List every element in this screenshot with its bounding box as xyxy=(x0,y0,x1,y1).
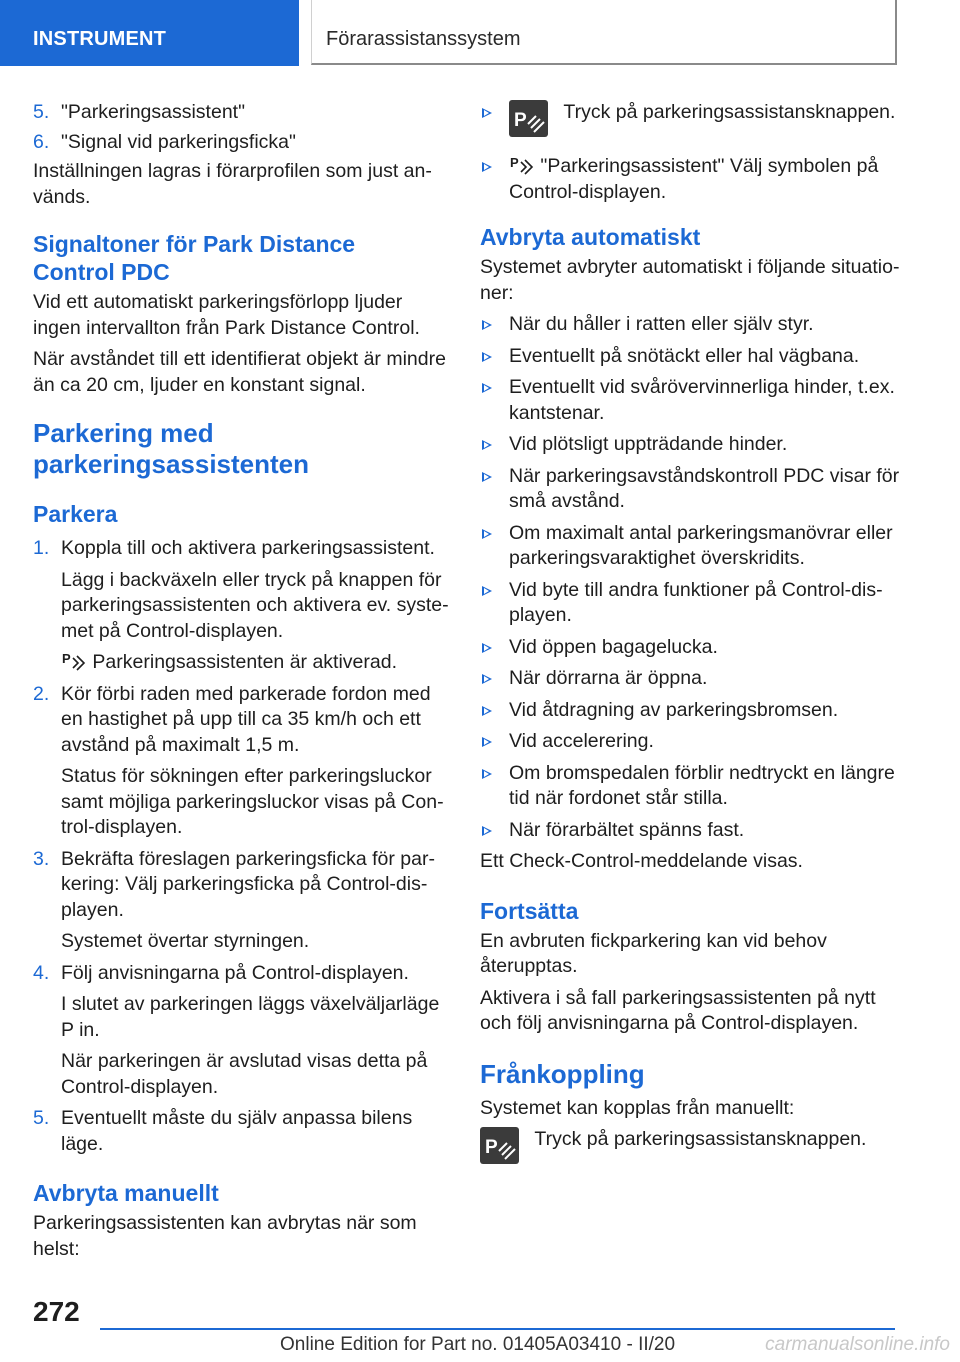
list-item xyxy=(33,130,453,156)
step-detail: Status för sökningen efter parkeringsluckor samt möjliga parkeringsluckor visas på Control-displayen. xyxy=(61,765,444,838)
heading-signal xyxy=(33,230,453,286)
list-item xyxy=(480,818,900,844)
list-text: Vid byte till andra funktioner på Control-displayen. xyxy=(509,578,883,626)
right-column xyxy=(480,100,900,1164)
list-item xyxy=(480,375,900,426)
heading-line: Parkering med xyxy=(33,418,214,448)
step-detail: Systemet övertar styrningen. xyxy=(61,930,310,952)
parking-assist-symbol-icon xyxy=(509,154,535,176)
svg-text:P: P xyxy=(514,110,527,131)
heading-line: Signaltoner för Park Distance xyxy=(33,231,356,257)
list-text: När parkeringsavståndskontroll PDC visar för små avstånd. xyxy=(509,464,900,512)
list-number: 4. xyxy=(33,961,50,984)
section-title: INSTRUMENT xyxy=(33,28,167,50)
step-detail: I slutet av parkeringen läggs växelväljarläge P in. xyxy=(61,993,440,1041)
section-tab xyxy=(0,0,299,66)
list-item xyxy=(480,312,900,338)
chapter-tab xyxy=(311,0,897,65)
heading-parkera: Parkera xyxy=(33,501,118,527)
list-text: Följ anvisningarna på Control-displayen. xyxy=(61,961,409,984)
bullet-triangle-icon xyxy=(482,643,492,653)
list-number: 6. xyxy=(33,130,50,153)
list-text: Bekräfta föreslagen parkeringsficka för parkering: Välj parkeringsficka på Control-displayen. xyxy=(61,847,435,921)
list-number: 5. xyxy=(33,1107,50,1129)
step-detail: När parkeringen är avslutad visas detta på Control-displayen. xyxy=(61,1050,428,1098)
paragraph: Parkeringsassistenten kan avbrytas när som helst: xyxy=(33,1212,417,1260)
list-text: Eventuellt på snötäckt eller hal vägbana. xyxy=(509,344,860,367)
list-text: "Parkeringsassistent" xyxy=(61,101,246,123)
list-text: När du håller i ratten eller själv styr. xyxy=(509,313,814,335)
list-text: Om bromspedalen förblir nedtryckt en längre tid när fordonet står stilla. xyxy=(509,761,895,809)
list-text: Vid öppen bagagelucka. xyxy=(509,635,718,658)
list-item xyxy=(480,698,900,724)
list-item xyxy=(480,154,900,205)
list-text: Eventuellt måste du själv anpassa bilens läge. xyxy=(61,1107,413,1155)
list-text: "Parkeringsassistent" Välj symbolen på Control-displayen. xyxy=(509,155,879,203)
list-text: Tryck på parkeringsassistansknappen. xyxy=(563,101,896,123)
list-item xyxy=(480,729,900,755)
list-item xyxy=(33,1106,453,1157)
list-text: När förarbältet spänns fast. xyxy=(509,818,745,841)
heading-parking xyxy=(33,418,453,480)
bullet-triangle-icon xyxy=(482,108,492,118)
bullet-triangle-icon xyxy=(482,440,492,450)
paragraph: Aktivera i så fall parkeringsassistenten på nytt och följ anvisningarna på Control-displayen. xyxy=(480,986,876,1034)
bullet-triangle-icon xyxy=(482,706,492,716)
list-item xyxy=(480,578,900,629)
list-item xyxy=(480,100,900,140)
paragraph: När avståndet till ett identifierat objekt är mindre än ca 20 cm, ljuder en konstant signal. xyxy=(33,348,446,396)
bullet-triangle-icon xyxy=(482,586,492,596)
parking-assist-symbol-icon xyxy=(61,650,87,672)
list-item xyxy=(33,100,453,126)
list-number: 2. xyxy=(33,682,50,705)
bullet-triangle-icon xyxy=(482,826,492,836)
paragraph: Systemet avbryter automatiskt i följande situationer: xyxy=(480,256,900,304)
parking-assist-button-icon xyxy=(509,100,548,137)
auto-list xyxy=(480,312,900,843)
svg-text:P: P xyxy=(485,1137,498,1158)
list-text: Kör förbi raden med parkerade fordon med en hastighet på upp till ca 35 km/h och ett avstånd på maximalt 1,5 m. xyxy=(61,682,431,756)
parking-assist-button-icon xyxy=(480,1127,519,1164)
heading-line: Control PDC xyxy=(33,259,170,285)
list-text: Vid plötsligt uppträdande hinder. xyxy=(509,433,788,455)
left-column xyxy=(33,100,453,1262)
list-text: Vid åtdragning av parkeringsbromsen. xyxy=(509,698,839,721)
page-number: 272 xyxy=(33,1296,80,1327)
bullet-triangle-icon xyxy=(482,674,492,684)
chapter-title: Förarassistanssystem xyxy=(326,28,521,50)
paragraph: Vid ett automatiskt parkeringsförlopp ljuder ingen intervallton från Park Distance Control. xyxy=(33,291,420,339)
heading-off: Frånkoppling xyxy=(480,1058,645,1089)
list-number: 5. xyxy=(33,101,50,123)
paragraph: Systemet kan kopplas från manuellt: xyxy=(480,1096,795,1119)
list-text: Vid accelerering. xyxy=(509,730,654,752)
list-text: Eventuellt vid svårövervinnerliga hinder, t.ex. kantstenar. xyxy=(509,376,895,424)
list-text: Koppla till och aktivera parkeringsassistent. xyxy=(61,537,435,559)
bullet-triangle-icon xyxy=(482,383,492,393)
list-item xyxy=(33,536,453,676)
list-number: 1. xyxy=(33,537,50,559)
list-item xyxy=(480,666,900,692)
bullet-triangle-icon xyxy=(482,472,492,482)
step-detail xyxy=(61,650,453,676)
heading-line: parkeringsassistenten xyxy=(33,449,310,479)
list-text: När dörrarna är öppna. xyxy=(509,667,708,689)
list-item xyxy=(480,344,900,370)
footer-divider xyxy=(100,1328,895,1330)
edition-text: Online Edition for Part no. 01405A03410 - II/20 xyxy=(280,1334,676,1355)
step-detail-text: Parkeringsassistenten är aktiverad. xyxy=(92,651,397,673)
svg-text:P: P xyxy=(510,155,519,170)
off-instruction xyxy=(480,1127,900,1164)
bullet-triangle-icon xyxy=(482,529,492,539)
bullet-triangle-icon xyxy=(482,320,492,330)
watermark: carmanualsonline.info xyxy=(765,1334,950,1355)
heading-auto: Avbryta automatiskt xyxy=(480,224,701,250)
bullet-triangle-icon xyxy=(482,769,492,779)
bullet-triangle-icon xyxy=(482,352,492,362)
svg-text:P: P xyxy=(62,651,71,666)
paragraph: En avbruten fickparkering kan vid behov återupptas. xyxy=(480,929,827,977)
list-item xyxy=(33,847,453,955)
bullet-triangle-icon xyxy=(482,737,492,747)
heading-continue: Fortsätta xyxy=(480,897,579,924)
step-detail: Lägg i backväxeln eller tryck på knappen för parkeringsassistenten och aktivera ev. systemet på Control-displayen. xyxy=(61,568,449,642)
heading-manual: Avbryta manuellt xyxy=(33,1180,219,1206)
list-text: Om maximalt antal parkeringsmanövrar eller parkeringsvaraktighet överskridits. xyxy=(509,521,893,569)
list-item xyxy=(480,761,900,812)
list-number: 3. xyxy=(33,847,50,870)
list-item xyxy=(480,432,900,458)
list-item xyxy=(480,521,900,572)
list-item xyxy=(33,682,453,841)
bullet-triangle-icon xyxy=(482,162,492,172)
paragraph: Inställningen lagras i förarprofilen som just används. xyxy=(33,160,432,208)
list-text: "Signal vid parkeringsficka" xyxy=(61,130,296,153)
list-item xyxy=(33,961,453,1101)
list-item xyxy=(480,464,900,515)
paragraph: Ett Check-Control-meddelande visas. xyxy=(480,850,803,872)
instruction-text: Tryck på parkeringsassistansknappen. xyxy=(534,1128,867,1150)
list-item xyxy=(480,635,900,661)
